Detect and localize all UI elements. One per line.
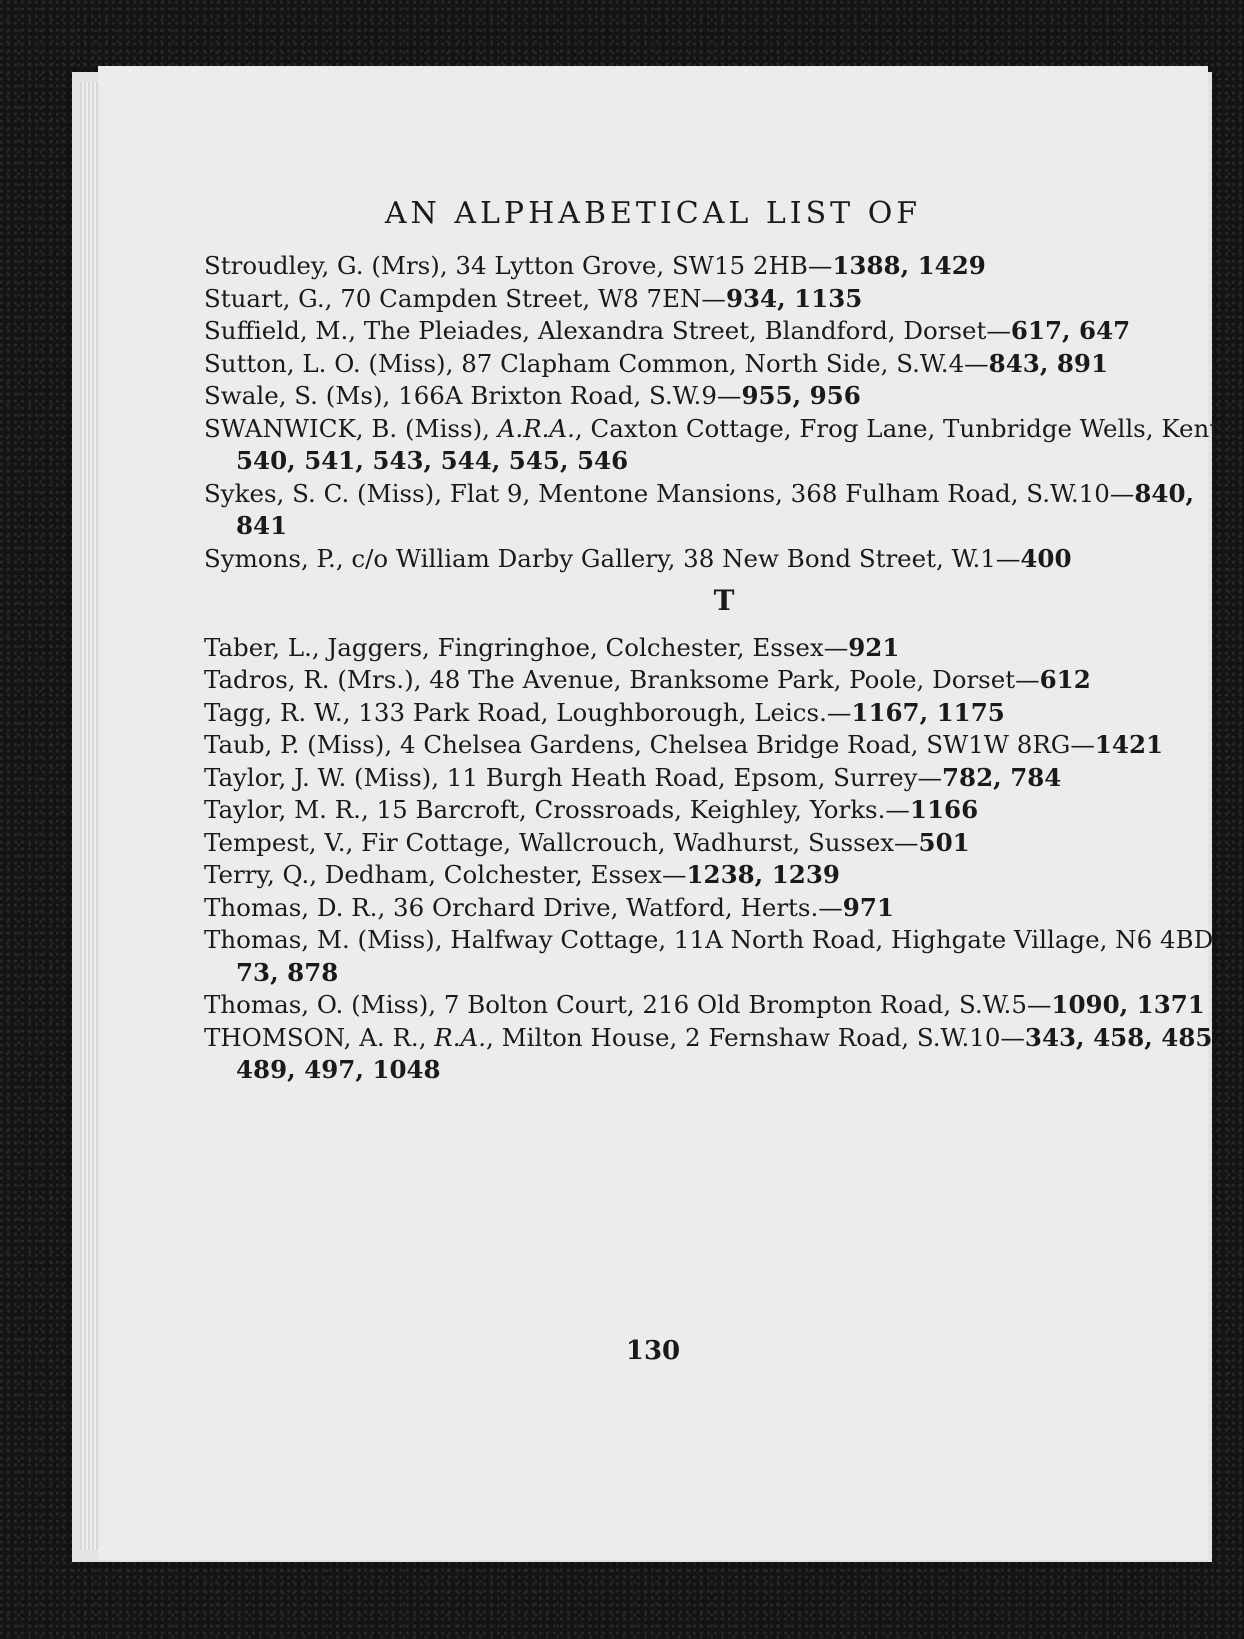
list-entry xyxy=(204,283,1244,316)
entry-name: Sykes, S. C. (Miss) xyxy=(204,478,435,508)
entry-catalogue-numbers: 73, 878 xyxy=(236,957,339,987)
list-entry xyxy=(204,762,1244,795)
section-t-entries xyxy=(204,632,1244,1087)
entry-catalogue-numbers: 1388, 1429 xyxy=(832,251,986,280)
entry-catalogue-numbers: 1166 xyxy=(909,795,979,824)
entry-catalogue-numbers: 921 xyxy=(848,632,900,662)
list-entry xyxy=(204,478,1244,543)
list-entry xyxy=(204,348,1244,381)
entry-address: , The Pleiades, Alexandra Street, Blandford, Dorset— xyxy=(348,316,1011,345)
entry-address: , Milton House, 2 Fernshaw Road, S.W.10— xyxy=(486,1022,1025,1052)
list-entry xyxy=(204,380,1244,413)
entry-list xyxy=(204,250,1244,1087)
page-number: 130 xyxy=(625,1336,681,1366)
entry-catalogue-numbers: 540, 541, 543, 544, 545, 546 xyxy=(236,446,629,475)
entry-address: , 87 Clapham Common, North Side, S.W.4— xyxy=(445,348,989,378)
list-entry xyxy=(204,729,1244,762)
entry-name: Taylor, M. R. xyxy=(204,795,361,824)
entry-address: , Fir Cottage, Wallcrouch, Wadhurst, Sussex— xyxy=(345,827,919,857)
entry-address: , Flat 9, Mentone Mansions, 368 Fulham Road, S.W.10— xyxy=(434,478,1135,508)
entry-catalogue-numbers: 612 xyxy=(1039,665,1091,694)
entry-name: Tadros, R. (Mrs.) xyxy=(204,665,414,694)
entry-address: , 166A Brixton Road, S.W.9— xyxy=(382,381,742,410)
entry-catalogue-numbers: 501 xyxy=(918,827,970,857)
list-entry xyxy=(204,632,1244,665)
entry-catalogue-numbers: 971 xyxy=(842,892,894,922)
entry-catalogue-numbers: 617, 647 xyxy=(1010,316,1131,345)
entry-name: Taub, P. (Miss) xyxy=(204,730,385,759)
entry-address: , 15 Barcroft, Crossroads, Keighley, Yorks.— xyxy=(360,795,910,824)
entry-catalogue-numbers: 1421 xyxy=(1094,730,1164,759)
entry-catalogue-numbers: 955, 956 xyxy=(741,381,861,410)
entry-catalogue-numbers: 1167, 1175 xyxy=(851,697,1005,727)
list-entry xyxy=(204,924,1244,989)
entry-address: , Jaggers, Fingringhoe, Colchester, Essex— xyxy=(311,632,849,662)
list-entry xyxy=(204,989,1244,1022)
entry-name: Thomas, D. R. xyxy=(204,892,378,922)
entry-catalogue-numbers: 1090, 1371 xyxy=(1051,990,1205,1019)
entry-name: Thomas, M. (Miss) xyxy=(204,925,435,954)
entry-name: Sutton, L. O. (Miss) xyxy=(204,348,446,378)
entry-catalogue-numbers: 843, 891 xyxy=(988,348,1109,378)
entry-address: , 11 Burgh Heath Road, Epsom, Surrey— xyxy=(431,762,942,792)
entry-name: Stuart, G. xyxy=(204,283,325,313)
list-entry xyxy=(204,892,1244,925)
entry-address: , Caxton Cottage, Frog Lane, Tunbridge Wells, Kent— xyxy=(574,413,1244,443)
list-entry xyxy=(204,794,1244,827)
entry-address: , 70 Campden Street, W8 7EN— xyxy=(324,283,726,313)
entry-name: Tagg, R. W. xyxy=(204,697,343,727)
entry-name: Swale, S. (Ms) xyxy=(204,381,383,410)
list-entry xyxy=(204,413,1244,478)
entry-title: A.R.A. xyxy=(497,413,575,443)
running-header: AN ALPHABETICAL LIST OF xyxy=(384,196,922,231)
entry-address: , 133 Park Road, Loughborough, Leics.— xyxy=(342,697,852,727)
list-entry xyxy=(204,1022,1244,1087)
entry-catalogue-numbers: 343, 458, 485, 489, 497, 1048 xyxy=(236,1022,1221,1084)
entry-title: R.A. xyxy=(434,1022,486,1052)
entry-name: SWANWICK, B. (Miss), xyxy=(204,413,498,443)
book-page xyxy=(98,66,1244,1560)
entry-address: , Dedham, Colchester, Essex— xyxy=(309,860,687,889)
list-entry xyxy=(204,315,1244,348)
list-entry xyxy=(204,697,1244,730)
entry-address: , 48 The Avenue, Branksome Park, Poole, Dorset— xyxy=(413,665,1040,694)
entry-address: , 34 Lytton Grove, SW15 2HB— xyxy=(439,251,833,280)
entry-catalogue-numbers: 934, 1135 xyxy=(725,283,863,313)
list-entry xyxy=(204,859,1244,892)
entry-name: Stroudley, G. (Mrs) xyxy=(204,251,440,280)
entry-catalogue-numbers: 1238, 1239 xyxy=(686,860,840,889)
list-entry xyxy=(204,827,1244,860)
entry-address: , 4 Chelsea Gardens, Chelsea Bridge Road, SW1W 8RG— xyxy=(384,730,1095,759)
entry-name: THOMSON, A. R., xyxy=(204,1022,435,1052)
entry-catalogue-numbers: 840, 841 xyxy=(236,478,1195,540)
entry-name: Suffield, M. xyxy=(204,316,349,345)
section-letter: T xyxy=(713,584,735,617)
entry-catalogue-numbers: 400 xyxy=(1020,543,1072,573)
entry-name: Symons, P. xyxy=(204,543,336,573)
entry-catalogue-numbers: 782, 784 xyxy=(942,762,1062,792)
list-entry xyxy=(204,250,1244,283)
entry-address: , 36 Orchard Drive, Watford, Herts.— xyxy=(377,892,843,922)
entry-name: Thomas, O. (Miss) xyxy=(204,990,429,1019)
entry-name: Tempest, V. xyxy=(204,827,346,857)
entry-name: Terry, Q. xyxy=(204,860,310,889)
entry-address: , Halfway Cottage, 11A North Road, Highgate Village, N6 4BD— xyxy=(434,925,1238,954)
section-s-entries xyxy=(204,250,1244,575)
list-entry xyxy=(204,664,1244,697)
entry-name: Taylor, J. W. (Miss) xyxy=(204,762,432,792)
entry-address: , c/o William Darby Gallery, 38 New Bond Street, W.1— xyxy=(335,543,1021,573)
list-entry xyxy=(204,543,1244,576)
entry-name: Taber, L. xyxy=(204,632,312,662)
entry-address: , 7 Bolton Court, 216 Old Brompton Road, S.W.5— xyxy=(428,990,1052,1019)
